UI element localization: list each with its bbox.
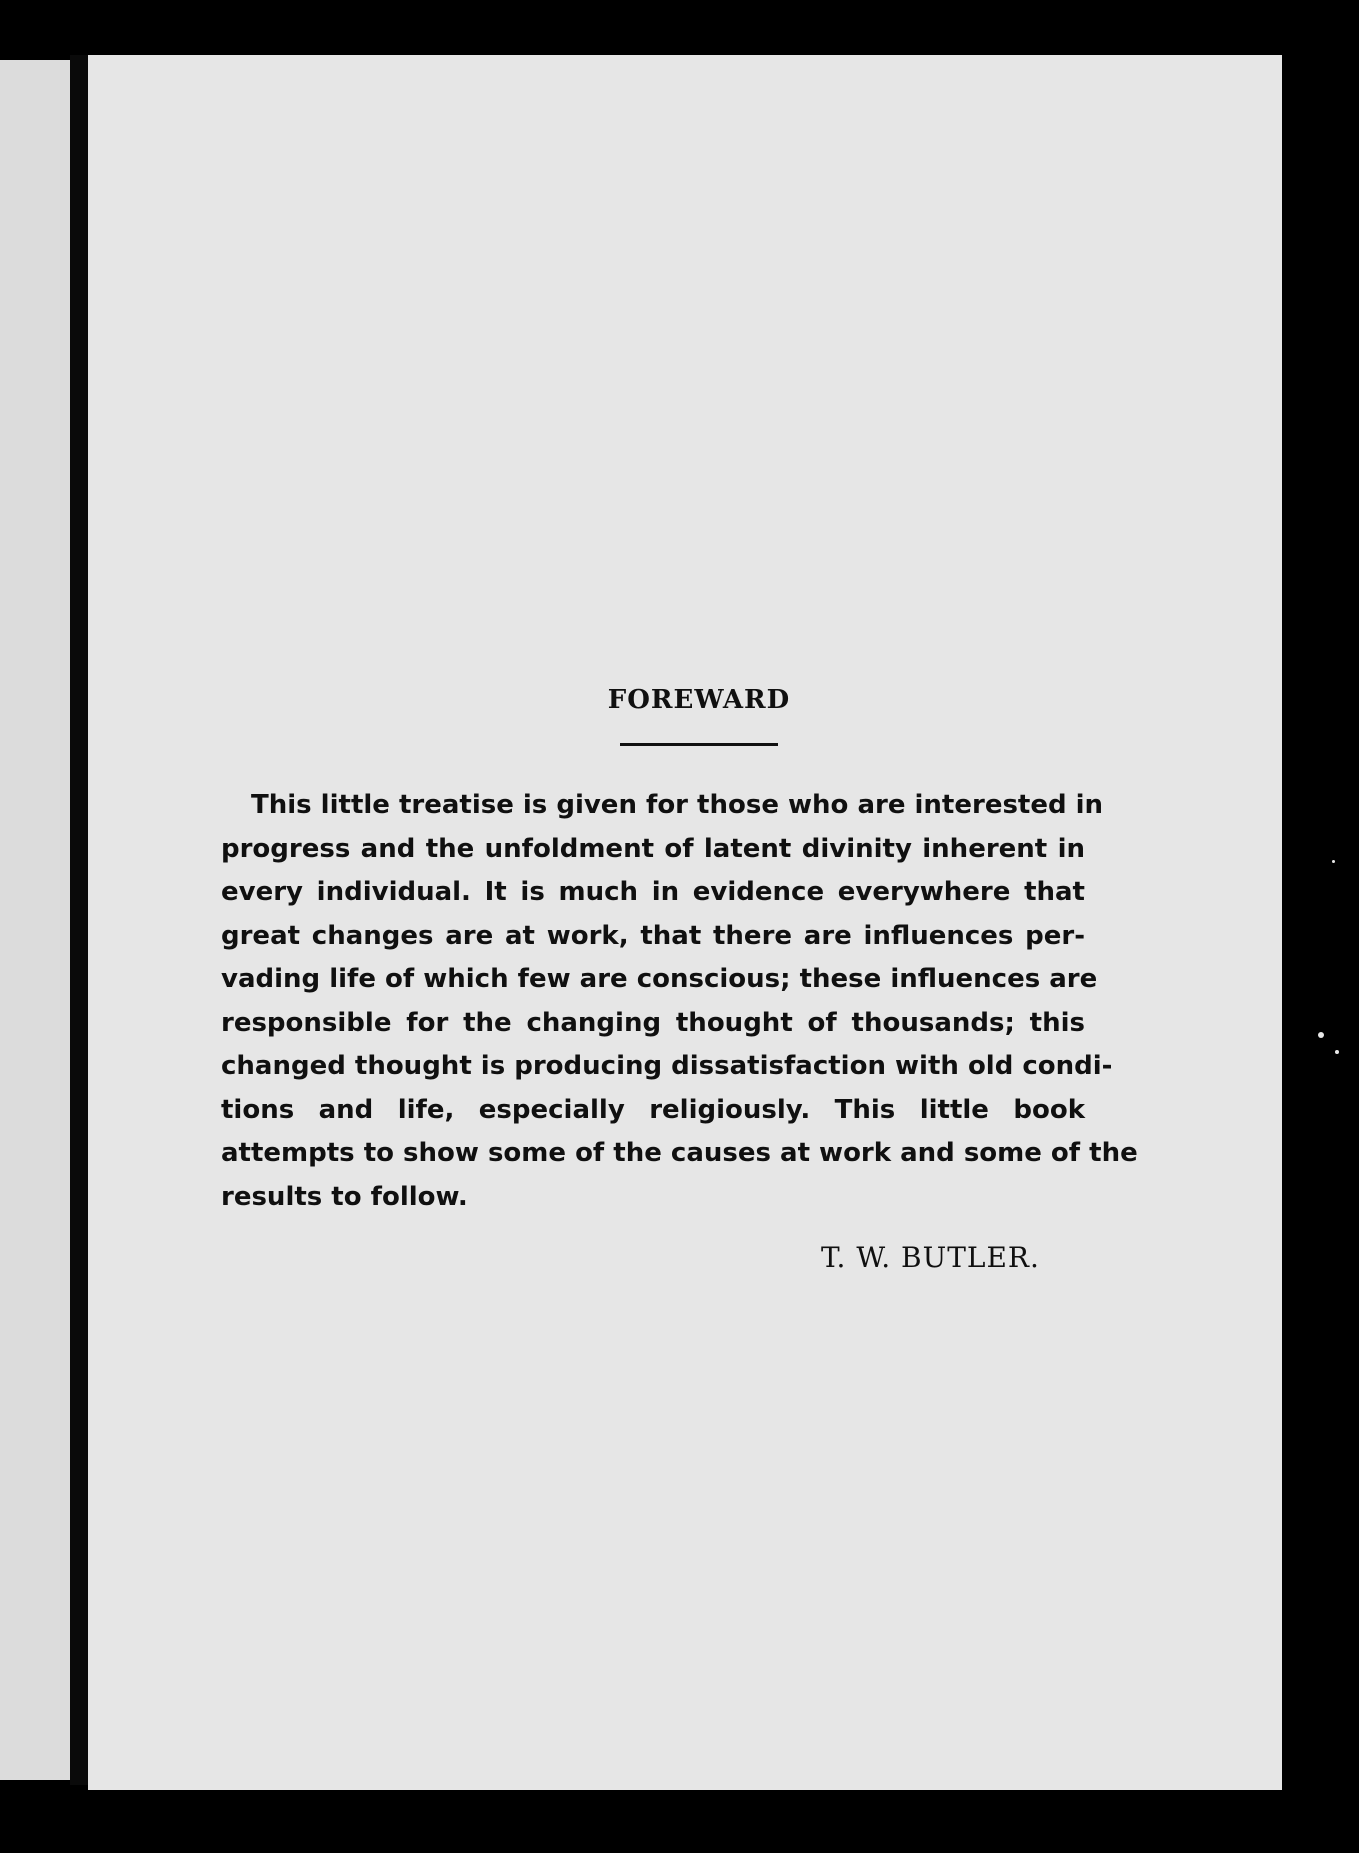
body-line: responsible for the changing thought of thousands; this (221, 1007, 1085, 1038)
body-line: great changes are at work, that there are influences per- (221, 920, 1085, 951)
body-line: changed thought is producing dissatisfaction with old condi- (221, 1051, 1113, 1081)
previous-page-edge (0, 60, 70, 1780)
heading-rule (620, 743, 778, 746)
document-page (88, 55, 1282, 1790)
body-paragraph (221, 784, 1138, 1219)
body-line: results to follow. (221, 1181, 468, 1212)
body-line: every individual. It is much in evidence everywhere that (221, 877, 1085, 907)
body-line: This little treatise is given for those who are interested in (251, 790, 1104, 820)
body-line: tions and life, especially religiously. This little book (221, 1094, 1085, 1125)
scan-speck (1332, 860, 1335, 863)
scan-speck (1335, 1050, 1339, 1054)
scan-speck (1318, 1032, 1324, 1038)
page-heading: FOREWARD (607, 685, 791, 715)
page-gutter (70, 55, 88, 1785)
author-signature: T. W. BUTLER. (821, 1241, 1040, 1274)
body-line: progress and the unfoldment of latent divinity inherent in (221, 833, 1085, 864)
page-content (214, 620, 1164, 1274)
body-line: vading life of which few are conscious; these influences are (221, 964, 1098, 994)
body-line: attempts to show some of the causes at work and some of the (221, 1138, 1138, 1168)
